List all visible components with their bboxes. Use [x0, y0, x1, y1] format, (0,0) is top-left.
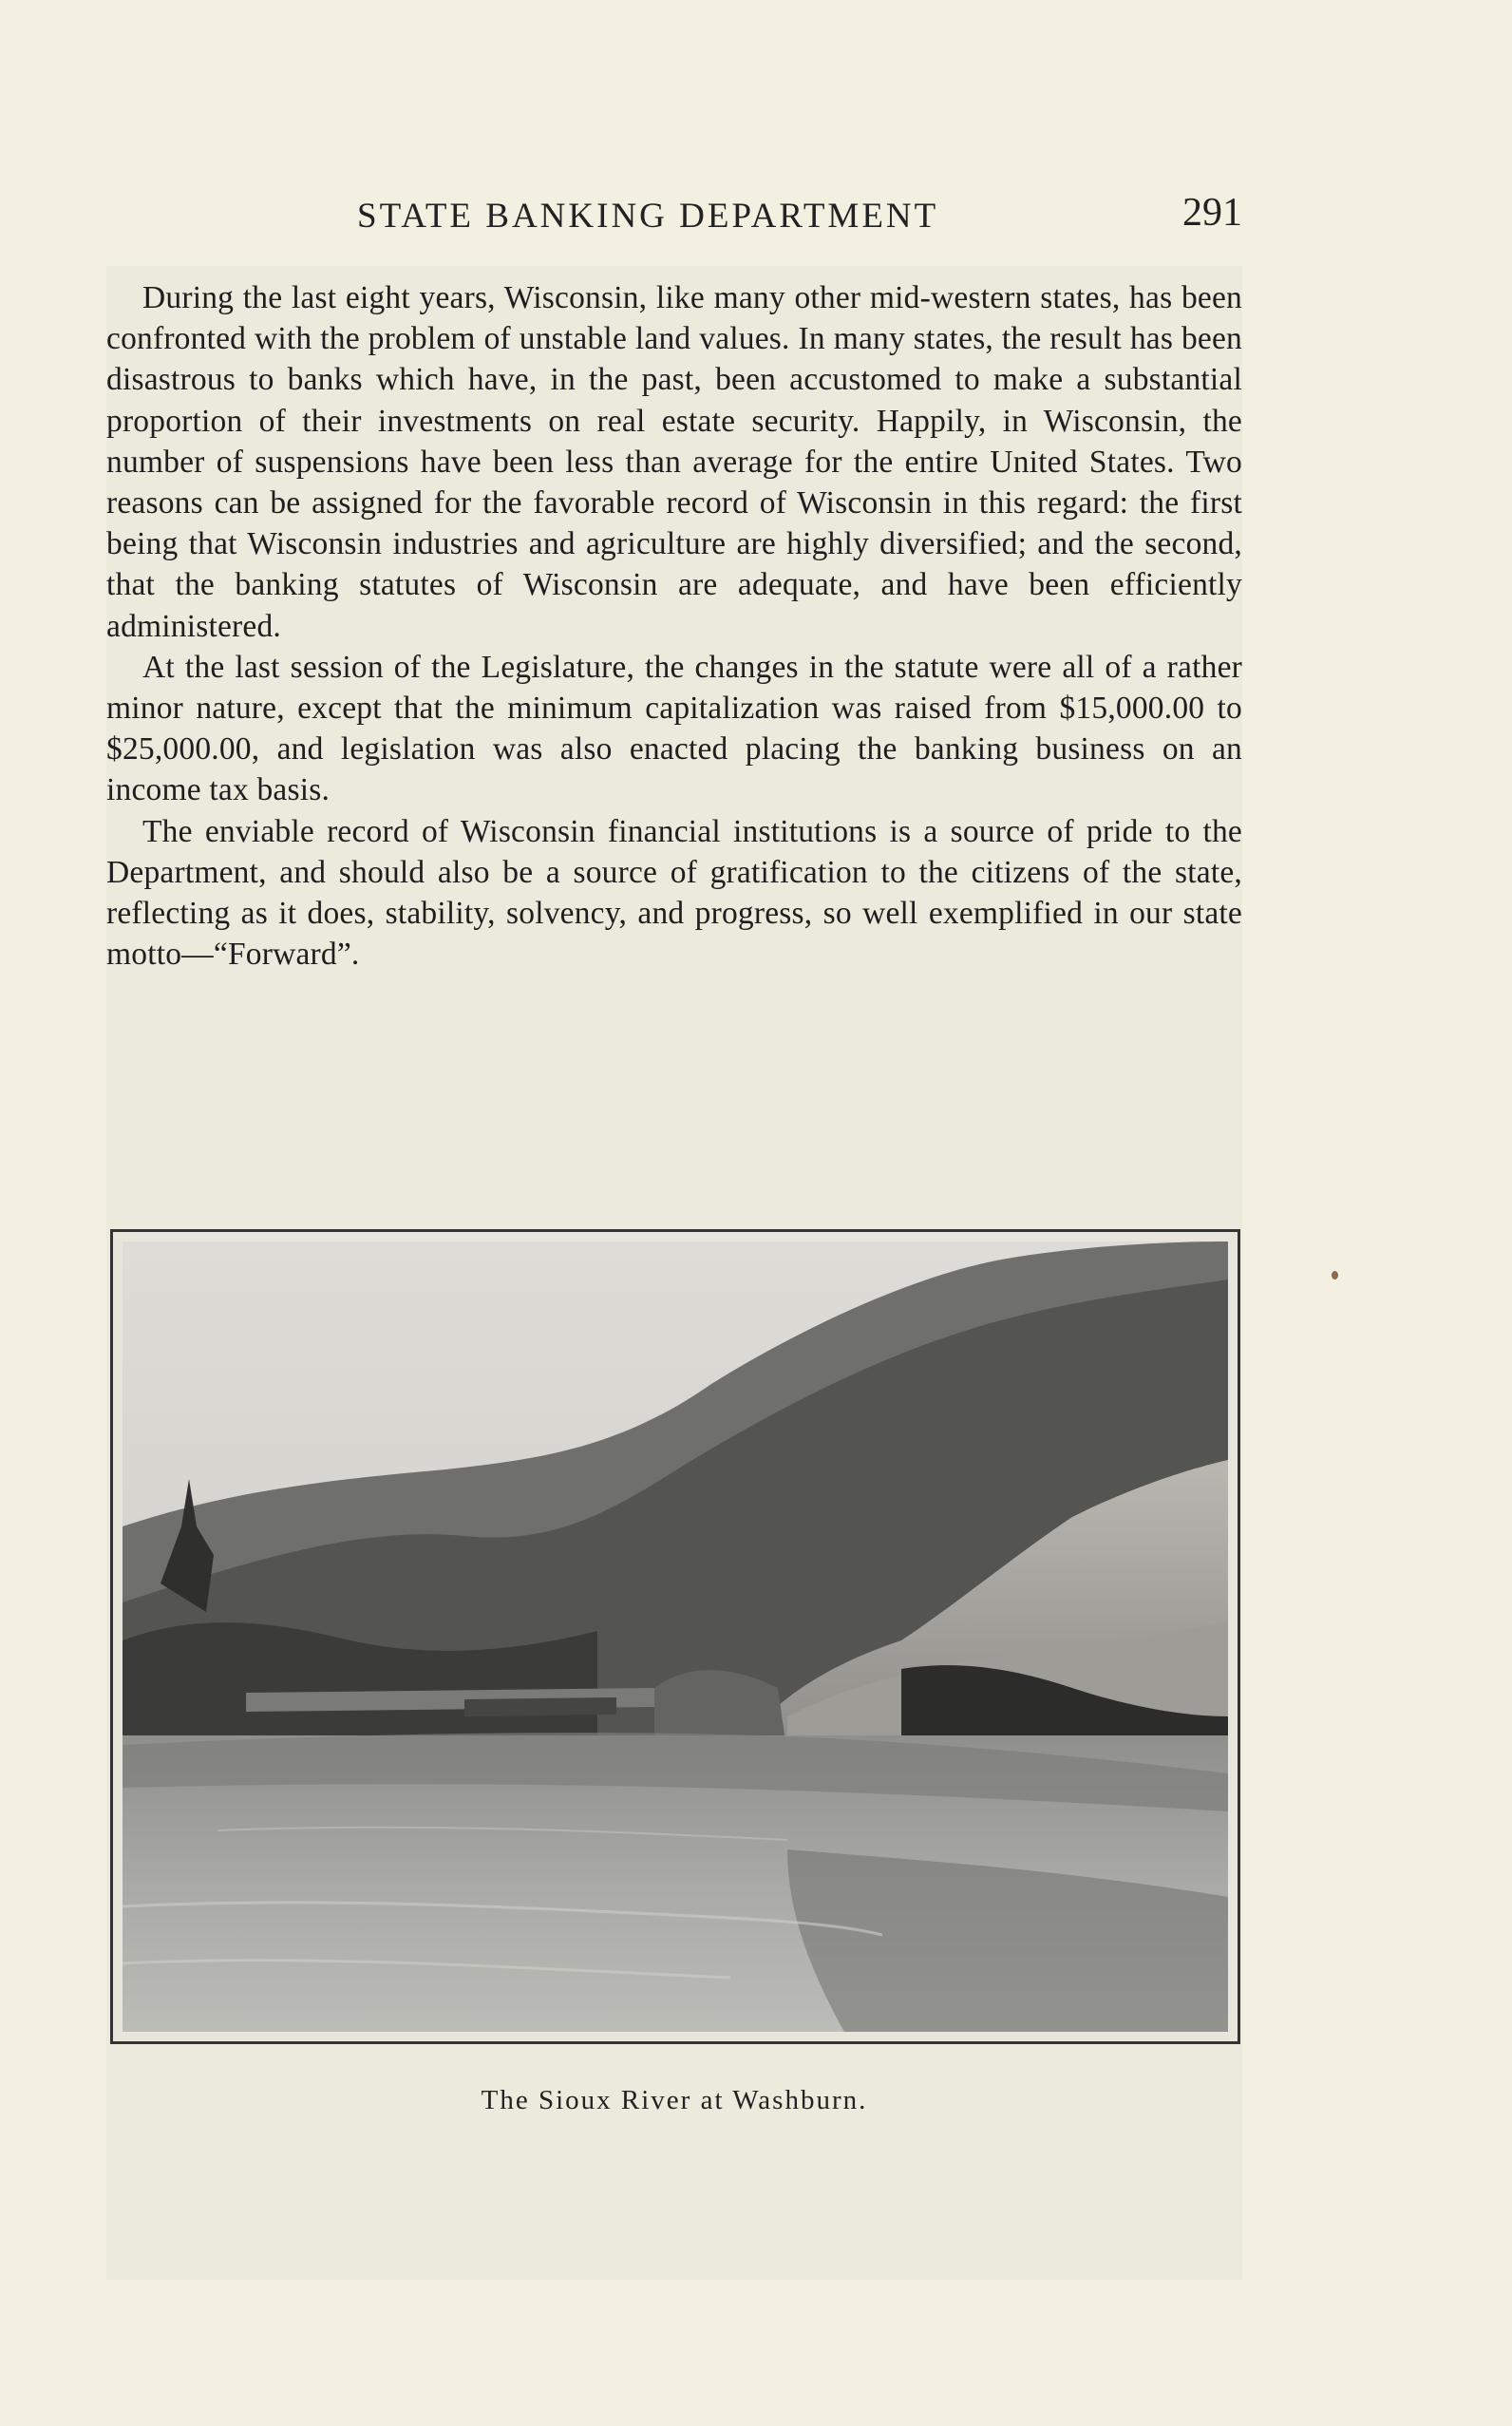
paper-speck — [1332, 1271, 1338, 1279]
running-title: STATE BANKING DEPARTMENT — [357, 197, 939, 236]
river-photograph — [110, 1229, 1240, 2044]
paragraph-legislature: At the last session of the Legislature, the changes in the statute were all of a rather minor nature, except that the minimum capitalization was raised from $15,000.00 to $25,000.00, and legislation was also enacted placing the banking business on an income tax basis. — [106, 649, 1242, 808]
paragraph-land-values: During the last eight years, Wisconsin, like many other mid-western states, has been confronted with the problem of unstable land values. In many states, the result has been disastrous to banks which have, in the past, been accustomed to make a substantial proportion of their investments on real estate security. Happily, in Wisconsin, the number of suspensions have been less than average for the entire United States. Two reasons can be assigned for the favorable record of Wisconsin in this regard: the first being that Wisconsin industries and agriculture are highly diversified; and the second, that the banking statutes of Wisconsin are adequate, and have been efficiently administered. — [106, 280, 1242, 644]
figure-caption: The Sioux River at Washburn. — [481, 2085, 868, 2115]
running-header — [106, 186, 1242, 243]
paragraph-enviable-record: The enviable record of Wisconsin financial institutions is a source of pride to the Department, and should also be a source of gratification to the citizens of the state, reflecting as it does, stability, solvency, and progress, so well exemplified in our state motto—“Forward”. — [106, 813, 1242, 973]
page-number: 291 — [1182, 191, 1242, 235]
river-photo-illustration — [123, 1241, 1228, 2032]
body-text — [106, 277, 1242, 975]
